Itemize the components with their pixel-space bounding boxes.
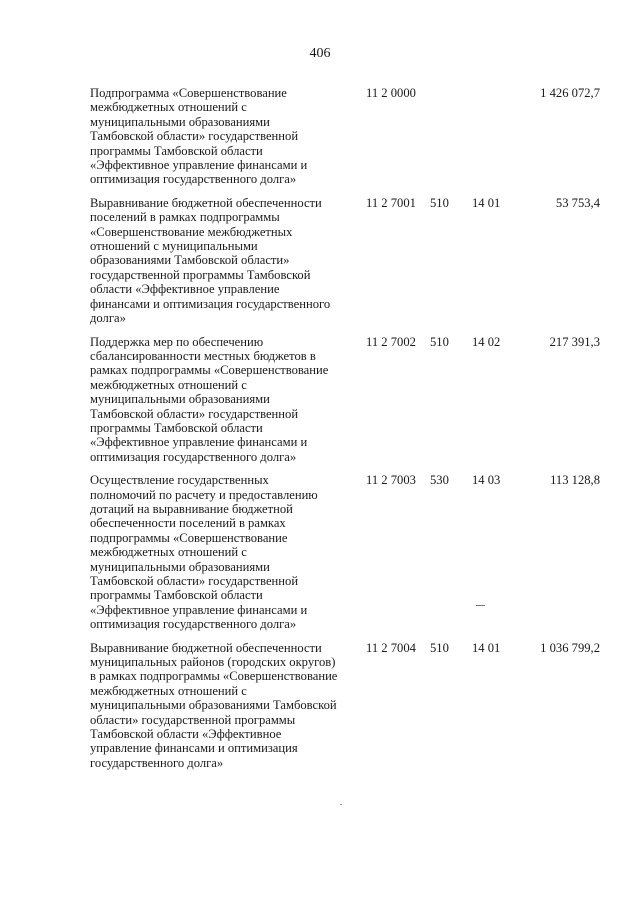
amount: 113 128,8 <box>550 473 600 488</box>
section-code: 14 03 <box>472 473 501 488</box>
amount: 217 391,3 <box>549 334 600 349</box>
table-row <box>90 335 600 465</box>
row-description: Осуществление государственных полномочий по расчету и предоставлению дотаций на выравнивание бюджетной обеспеченности поселений в рамках подпрограммы «Совершенствование межбюджетных отношений с муниципальными образованиями Тамбовской области» государственной программы Тамбовской области «Эффективное управление финансами и оптимизация государственного долга» <box>90 473 318 632</box>
table-row <box>90 473 600 631</box>
scan-artifact-dot <box>340 804 342 805</box>
target-article-code: 11 2 7002 <box>366 334 416 349</box>
amount: 53 753,4 <box>555 195 600 210</box>
table-row <box>90 641 600 771</box>
target-article-code: 11 2 7003 <box>366 473 416 488</box>
expense-type-code: 510 <box>430 640 449 655</box>
section-code: 14 01 <box>472 195 501 210</box>
table-row <box>90 86 600 187</box>
expense-type-code: 510 <box>430 195 449 210</box>
target-article-code: 11 2 7004 <box>366 640 416 655</box>
expense-type-code: 510 <box>430 334 449 349</box>
page-number: 406 <box>309 46 331 61</box>
row-description: Выравнивание бюджетной обеспеченности муниципальных районов (городских округов) в рамках подпрограммы «Совершенствование межбюджетных отношений с муниципальными образованиями Тамбовской области» государственной программы Тамбовской области «Эффективное управление финансами и оптимизация государственного долга» <box>90 640 338 770</box>
amount: 1 426 072,7 <box>540 86 600 100</box>
scan-artifact-dash <box>476 605 485 606</box>
section-code: 14 01 <box>472 640 501 655</box>
target-article-code: 11 2 7001 <box>366 195 416 210</box>
row-description: Подпрограмма «Совершенствование межбюджетных отношений с муниципальными образованиями Тамбовской области» государственной программы Тамбовской области «Эффективное управление финансами и оптимизация государственного долга» <box>90 86 308 187</box>
target-article-code: 11 2 0000 <box>366 86 416 100</box>
table-row <box>90 196 600 326</box>
section-code: 14 02 <box>472 334 501 349</box>
expense-type-code: 530 <box>430 473 449 488</box>
row-description: Поддержка мер по обеспечению сбалансированности местных бюджетов в рамках подпрограммы «Совершенствование межбюджетных отношений с муниципальными образованиями Тамбовской области» государственной программы Тамбовской области «Эффективное управление финансами и оптимизация государственного долга» <box>90 334 329 464</box>
budget-table <box>90 86 600 770</box>
row-description: Выравнивание бюджетной обеспеченности поселений в рамках подпрограммы «Совершенствование межбюджетных отношений с муниципальными образованиями Тамбовской области» государственной программы Тамбовской области «Эффективное управление финансами и оптимизация государственного долга» <box>90 195 331 326</box>
amount: 1 036 799,2 <box>540 640 600 655</box>
